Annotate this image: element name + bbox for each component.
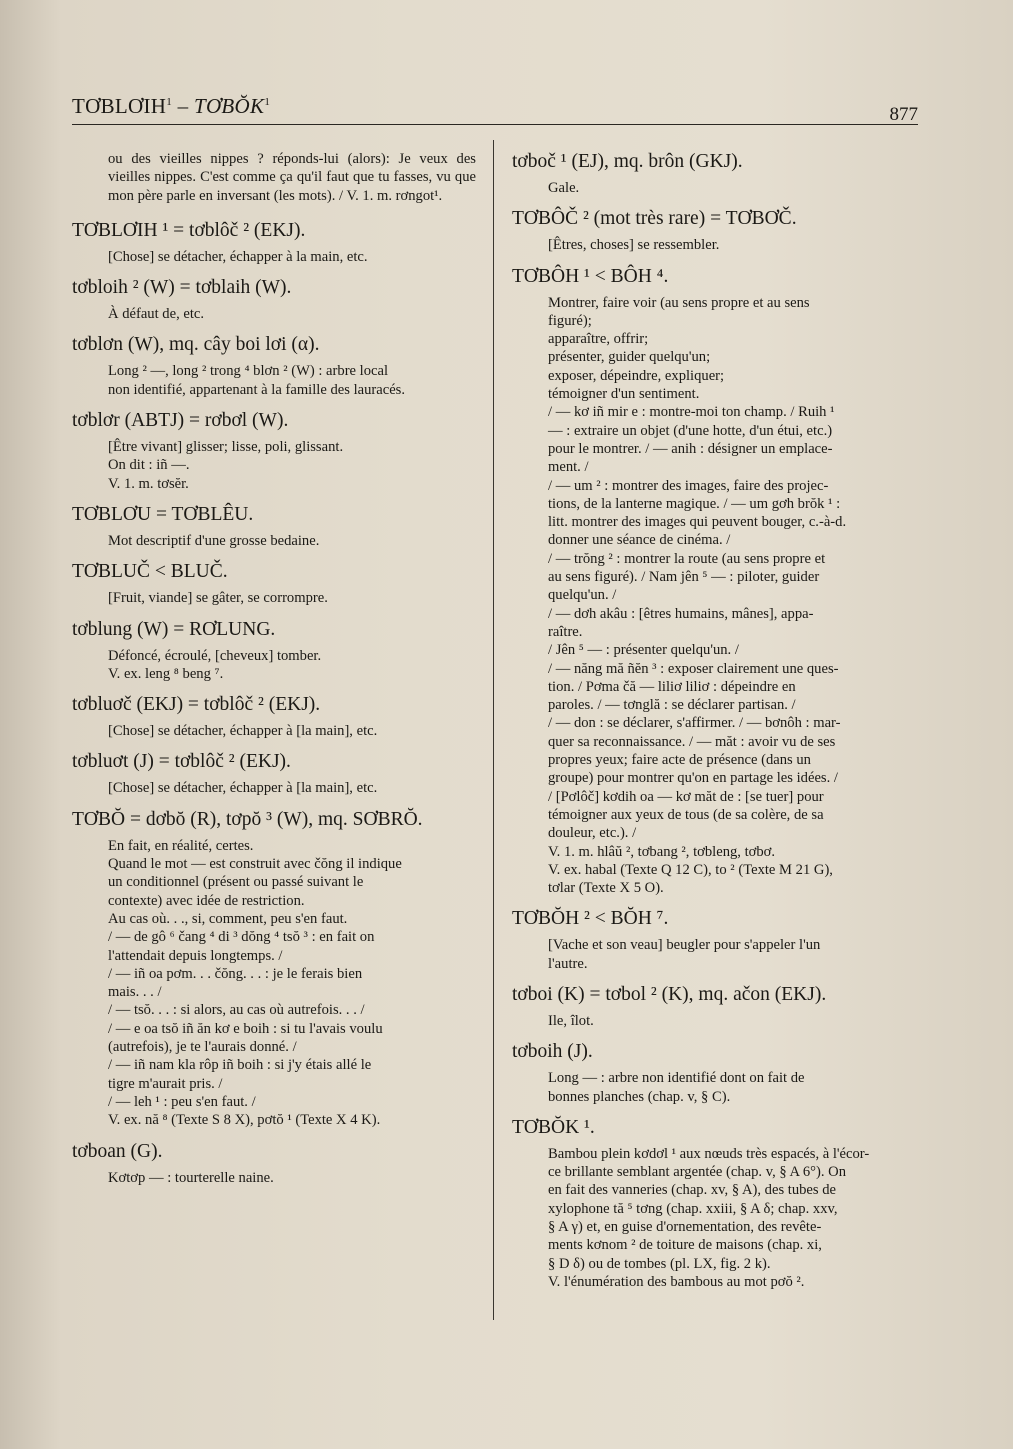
entry-headword: TƠBLUČ < BLUČ. (72, 561, 228, 583)
definition-line: mais. . . / (108, 984, 162, 1001)
dictionary-entry (72, 750, 476, 797)
continuation-text (72, 150, 476, 205)
definition-line: douleur, etc.). / (548, 825, 637, 842)
dictionary-entry (72, 560, 476, 607)
left-column (72, 150, 476, 1197)
definition-line: / — de gô ⁶ čang ⁴ di ³ dŏng ⁴ tsŏ ³ : en fait on (108, 929, 375, 946)
continuation-line: ou des vieilles nippes ? réponds-lui (alors): Je veux (108, 151, 448, 167)
definition-line: groupe) pour montrer qu'on en partage les idées. / (548, 770, 838, 787)
definition-line: / — iñ nam kla rôp iñ boih : si j'y étais allé le (108, 1057, 372, 1074)
entry-definition (512, 1145, 915, 1291)
definition-line: non identifié, appartenant à la famille des lauracés. (108, 381, 406, 398)
definition-line: [Chose] se détacher, échapper à [la main], etc. (108, 780, 378, 797)
dictionary-entry (72, 409, 476, 493)
definition-line: [Être vivant] glisser; lisse, poli, glissant. (108, 439, 344, 456)
continuation-line: V. 1. m. rơngot¹. (346, 187, 443, 204)
definition-line: Long — : arbre non identifié dont on fait de (548, 1070, 805, 1087)
definition-line: [Vache et son veau] beugler pour s'appeler l'un (548, 937, 821, 954)
dictionary-entry (512, 907, 915, 973)
entry-definition (512, 179, 915, 197)
definition-line: / — trŏng ² : montrer la route (au sens propre et (548, 550, 826, 567)
definition-line: au sens figuré). / Nam jên ⁵ — : piloter, guider (548, 569, 820, 586)
definition-line: xylophone tă ⁵ tơng (chap. xxiii, § A δ; chap. xxv, (548, 1200, 838, 1217)
definition-line: bonnes planches (chap. v, § C). (548, 1088, 731, 1105)
left-entries (72, 219, 476, 1187)
definition-line: Montrer, faire voir (au sens propre et au sens (548, 294, 810, 311)
definition-line: Défoncé, écroulé, [cheveux] tomber. (108, 647, 322, 664)
definition-line: / — leh ¹ : peu s'en faut. / (108, 1093, 256, 1110)
definition-line: ce brillante semblant argentée (chap. v, § A 6°). On (548, 1164, 847, 1181)
definition-line: paroles. / — tơnglă : se déclarer partisan. / (548, 697, 796, 714)
running-head-last-sup: 1 (264, 96, 271, 108)
page-header (72, 94, 918, 125)
entry-definition (72, 722, 476, 740)
right-entries (512, 150, 915, 1291)
entry-headword: tơblơr (ABTJ) = rơbơl (W). (72, 410, 289, 432)
entry-headword: TƠBŎK ¹. (512, 1116, 595, 1138)
entry-headword: tơbluơč (EKJ) = tơblôč ² (EKJ). (72, 694, 321, 716)
definition-line: tion. / Pơma čă — liliơ liliơ : dépeindre en (548, 678, 796, 695)
definition-line: / — e oa tsŏ iñ ăn kơ e boih : si tu l'avais voulu (108, 1020, 383, 1037)
definition-line: V. ex. leng ⁸ beng ⁷. (108, 665, 224, 682)
entry-definition (72, 305, 476, 323)
dictionary-entry (72, 618, 476, 684)
definition-line: V. ex. nă ⁸ (Texte S 8 X), pơtŏ ¹ (Texte X 4 K). (108, 1112, 381, 1129)
entry-definition (512, 1069, 915, 1106)
definition-line: (autrefois), je te l'aurais donné. / (108, 1039, 297, 1056)
definition-line: l'attendait depuis longtemps. / (108, 947, 283, 964)
entry-definition (72, 532, 476, 550)
definition-line: tions, de la lanterne magique. / — um gơh brŏk ¹ : (548, 495, 841, 512)
definition-line: / — iñ oa pơm. . . čŏng. . . : je le ferais bien (108, 965, 363, 982)
dictionary-entry (512, 207, 915, 254)
entry-definition (512, 236, 915, 254)
entry-headword: tơbluơt (J) = tơblôč ² (EKJ). (72, 751, 291, 773)
definition-line: / — don : se déclarer, s'affirmer. / — bơnôh : mar- (548, 715, 841, 732)
definition-line: / — kơ iñ mir e : montre-moi ton champ. / Ruih ¹ (548, 404, 835, 421)
page-number: 877 (889, 104, 918, 125)
dictionary-entry (72, 503, 476, 550)
definition-line: / — năng mă ñĕn ³ : exposer clairement une ques- (548, 660, 839, 677)
entry-definition (512, 294, 915, 898)
column-divider (493, 140, 494, 1320)
definition-line: Long ² —, long ² trong ⁴ blơn ² (W) : arbre local (108, 363, 389, 380)
dictionary-entry (72, 219, 476, 266)
definition-line: un conditionnel (présent ou passé suivant le (108, 874, 364, 891)
definition-line: témoigner aux yeux de tous (de sa colère, de sa (548, 806, 824, 823)
definition-line: Ile, îlot. (548, 1012, 594, 1029)
definition-line: figuré); (548, 312, 592, 329)
definition-line: À défaut de, etc. (108, 306, 205, 323)
entry-definition (72, 589, 476, 607)
definition-line: quelqu'un. / (548, 587, 617, 604)
definition-line: / — tsŏ. . . : si alors, au cas où autrefois. . . / (108, 1002, 365, 1019)
dictionary-entry (512, 1116, 915, 1291)
continuation-line: mots). / (298, 187, 344, 204)
definition-line: Gale. (548, 180, 580, 196)
definition-line: propres yeux; faire acte de présence (dans un (548, 752, 811, 769)
running-head-first: TƠBLƠIH (72, 94, 167, 118)
definition-line: tơlar (Texte X 5 O). (548, 880, 664, 897)
definition-line: [Êtres, choses] se ressembler. (548, 237, 720, 254)
entry-definition (72, 248, 476, 266)
dictionary-entry (512, 265, 915, 898)
definition-line: présenter, guider quelqu'un; (548, 349, 711, 366)
definition-line: On dit : iñ —. (108, 457, 190, 474)
definition-line: / Jên ⁵ — : présenter quelqu'un. / (548, 642, 739, 659)
running-head (72, 94, 270, 119)
entry-headword: tơblơn (W), mq. cây boi lơi (α). (72, 334, 320, 356)
definition-line: / [Pơlôč] kơdih oa — kơ măt de : [se tuer] pour (548, 788, 824, 805)
entry-definition (72, 438, 476, 493)
definition-line: tigre m'aurait pris. / (108, 1075, 223, 1092)
definition-line: donner une séance de cinéma. / (548, 532, 731, 549)
definition-line: V. l'énumération des bambous au mot pơŏ ². (548, 1273, 805, 1290)
entry-definition (72, 647, 476, 684)
dictionary-entry (512, 150, 915, 197)
entry-headword: TƠBLƠIH ¹ = tơblôč ² (EKJ). (72, 219, 306, 241)
entry-headword: TƠBŎH ² < BŎH ⁷. (512, 908, 669, 930)
definition-line: contexte) avec idée de restriction. (108, 892, 305, 909)
dictionary-entry (72, 1140, 476, 1187)
definition-line: Quand le mot — est construit avec čŏng il indique (108, 856, 402, 873)
definition-line: apparaître, offrir; (548, 331, 649, 348)
definition-line: Mot descriptif d'une grosse bedaine. (108, 532, 320, 549)
definition-line: [Fruit, viande] se gâter, se corrompre. (108, 590, 328, 607)
entry-headword: tơbloih ² (W) = tơblaih (W). (72, 277, 292, 299)
definition-line: en fait des vanneries (chap. xv, § A), des tubes de (548, 1182, 836, 1199)
definition-line: En fait, en réalité, certes. (108, 837, 254, 854)
entry-headword: TƠBÔH ¹ < BÔH ⁴. (512, 265, 669, 287)
definition-line: § D δ) ou de tombes (pl. LX, fig. 2 k). (548, 1255, 771, 1272)
entry-definition (72, 837, 476, 1130)
definition-line: V. 1. m. tơsĕr. (108, 475, 189, 492)
definition-line: exposer, dépeindre, expliquer; (548, 367, 725, 384)
entry-definition (512, 1012, 915, 1030)
dictionary-entry (72, 333, 476, 399)
dictionary-entry (72, 808, 476, 1130)
running-head-last: TƠBŎK (193, 94, 265, 118)
definition-line: Bambou plein kơdơl ¹ aux nœuds très espacés, à l'écor- (548, 1145, 870, 1162)
dictionary-entry (72, 693, 476, 740)
entry-definition (72, 779, 476, 797)
definition-line: § A γ) et, en guise d'ornementation, des revête- (548, 1219, 822, 1236)
definition-line: V. 1. m. hlâŭ ², tơbang ², tơbleng, tơbơ. (548, 843, 776, 860)
entry-headword: tơblung (W) = RƠLUNG. (72, 618, 276, 640)
right-column (512, 150, 915, 1301)
entry-headword: TƠBLƠU = TƠBLÊU. (72, 503, 254, 525)
dictionary-entry (512, 1040, 915, 1106)
entry-definition (72, 1169, 476, 1187)
definition-line: Au cas où. . ., si, comment, peu s'en faut. (108, 910, 348, 927)
entry-headword: TƠBŎ = dơbŏ (R), tơpŏ ³ (W), mq. SƠBRŎ. (72, 808, 423, 830)
definition-line: / — um ² : montrer des images, faire des projec- (548, 477, 829, 494)
entry-definition (512, 936, 915, 973)
running-head-first-sup: 1 (166, 96, 173, 108)
entry-headword: TƠBÔČ ² (mot très rare) = TƠBƠČ. (512, 208, 797, 230)
dictionary-entry (72, 276, 476, 323)
definition-line: — : extraire un objet (d'une hotte, d'un étui, etc.) (548, 422, 833, 439)
continuation-line: des vieilles nippes. C'est comme ça qu'il faut que (108, 151, 476, 186)
definition-line: [Chose] se détacher, échapper à [la main], etc. (108, 723, 378, 740)
entry-headword: tơboan (G). (72, 1140, 163, 1162)
entry-headword: tơboi (K) = tơbol ² (K), mq. ačon (EKJ). (512, 983, 827, 1005)
definition-line: [Chose] se détacher, échapper à la main, etc. (108, 248, 368, 265)
running-head-dash: – (172, 94, 194, 118)
definition-line: pour le montrer. / — anih : désigner un emplace- (548, 440, 833, 457)
definition-line: ment. / (548, 459, 589, 476)
definition-line: raître. (548, 623, 583, 640)
definition-line: ments kơnom ² de toiture de maisons (chap. xi, (548, 1237, 822, 1254)
definition-line: Kơtơp — : tourterelle naine. (108, 1169, 274, 1186)
definition-line: V. ex. habal (Texte Q 12 C), to ² (Texte M 21 G), (548, 861, 833, 878)
entry-headword: tơboih (J). (512, 1041, 593, 1063)
continuation-line: tu fasses, vu que mon père parle en inversant (les (108, 169, 476, 204)
entry-definition (72, 362, 476, 399)
definition-line: / — dơh akâu : [êtres humains, mânes], appa- (548, 605, 814, 622)
dictionary-entry (512, 983, 915, 1030)
definition-line: l'autre. (548, 955, 588, 972)
definition-line: litt. montrer des images qui peuvent bouger, c.-à-d. (548, 514, 847, 531)
definition-line: quer sa reconnaissance. / — măt : avoir vu de ses (548, 733, 836, 750)
entry-headword: tơboč ¹ (EJ), mq. brôn (GKJ). (512, 151, 743, 172)
definition-line: témoigner d'un sentiment. (548, 386, 700, 403)
